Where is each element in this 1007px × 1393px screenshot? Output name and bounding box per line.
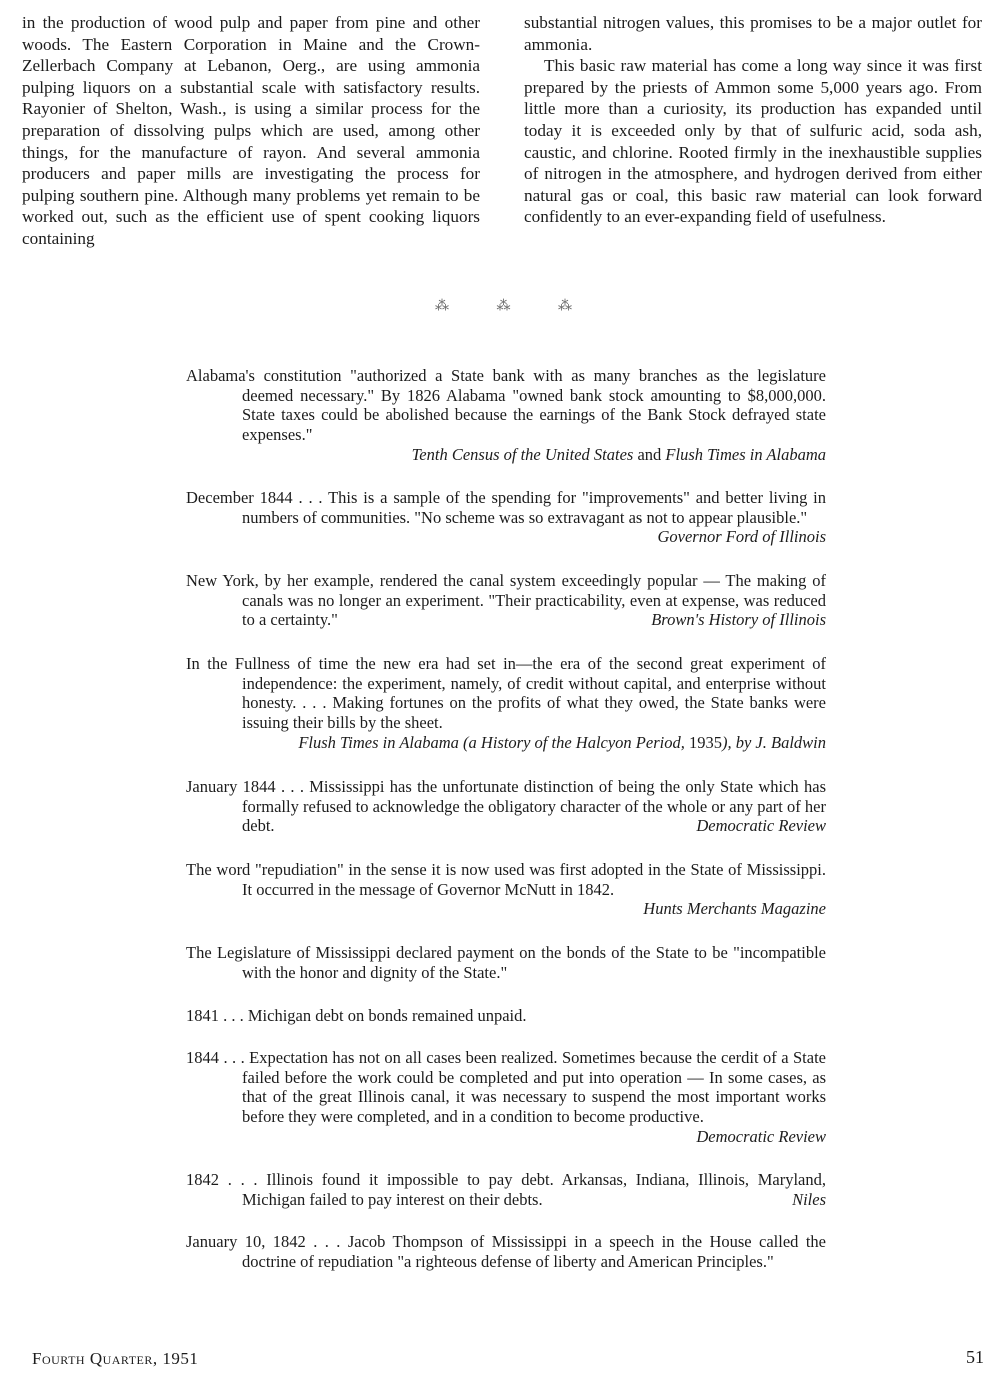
- quote-entry-fullness-of-time: [186, 654, 826, 753]
- quote-text: New York, by her example, rendered the canal system exceedingly popular — The making of canals was no longer an experiment. "Their practicability, even at expense, was reduced to a certainty.": [186, 571, 826, 630]
- right-paragraph-2: This basic raw material has come a long way since it was first prepared by the priests of Ammon some 5,000 years ago. From little more than a curiosity, its production has expanded until today it is exceeded only by that of sulfuric acid, soda ash, caustic, and chlorine. Rooted firmly in the inexhaustible supplies of nitrogen in the atmosphere, and hydrogen derived from either natural gas or coal, this basic raw material can look forward confidently to an ever-expanding field of usefulness.: [524, 56, 982, 227]
- quote-entry-january-10-1842: [186, 1232, 826, 1271]
- source-title: Flush Times in Alabama: [298, 732, 459, 752]
- quote-source: Democratic Review: [696, 1126, 826, 1146]
- quote-text: 1841 . . . Michigan debt on bonds remained unpaid.: [186, 1006, 527, 1025]
- quote-source: Governor Ford of Illinois: [657, 527, 826, 547]
- quote-text: In the Fullness of time the new era had set in—the era of the second great experiment of independence: the experiment, namely, of credit without capital, and enterprise without honesty. . . . Making fortunes on the profits of what they owed, the State banks were issuing their bills by the sheet.: [186, 654, 826, 733]
- quote-source: Hunts Merchants Magazine: [643, 899, 826, 919]
- footer-year: , 1951: [152, 1349, 199, 1368]
- quote-entry-1844-expectation: [186, 1048, 826, 1147]
- quote-entry-alabama-bank: [186, 366, 826, 465]
- quote-text: Alabama's constitution "authorized a State bank with as many branches as the legislature deemed necessary." By 1826 Alabama "owned bank stock amounting to $8,000,000. State taxes could be abolished because the earnings of the Bank Stock defrayed state expenses.": [186, 366, 826, 445]
- quote-entry-december-1844: [186, 488, 826, 547]
- quote-source: Niles: [792, 1189, 826, 1209]
- quote-entry-january-1844: [186, 777, 826, 836]
- quote-source: [242, 733, 826, 753]
- quote-entry-legislature: [186, 943, 826, 982]
- quote-source: [242, 445, 826, 465]
- quote-text: December 1844 . . . This is a sample of the spending for "improvements" and better living in numbers of communities. "No scheme was so extravagant as not to appear plausible.": [186, 488, 826, 527]
- source-subtitle: (a History of the Halcyon Period,: [458, 732, 689, 752]
- quote-text: January 10, 1842 . . . Jacob Thompson of Mississippi in a speech in the House called the doctrine of repudiation "a righteous defense of liberty and American Principles.": [186, 1232, 826, 1271]
- quote-text: The Legislature of Mississippi declared payment on the bonds of the State to be "incompatible with the honor and dignity of the State.": [186, 943, 826, 982]
- right-column-text: [524, 12, 982, 228]
- divider-mark: ⁂: [558, 299, 572, 314]
- quote-text: The word "repudiation" in the sense it is now used was first adopted in the State of Mississippi. It occurred in the message of Governor McNutt in 1842.: [186, 860, 826, 899]
- source-join: and: [633, 444, 666, 464]
- quote-source: Brown's History of Illinois: [651, 610, 826, 630]
- source-author: ), by J. Baldwin: [721, 732, 826, 752]
- quote-source: Democratic Review: [696, 816, 826, 836]
- quote-text: January 1844 . . . Mississippi has the unfortunate distinction of being the only State which has formally refused to acknowledge the obligatory character of the whole or any part of her debt.: [186, 777, 826, 836]
- quote-entry-1841: [186, 1006, 826, 1026]
- source-year: 1935: [688, 732, 722, 752]
- quote-text: 1842 . . . Illinois found it impossible to pay debt. Arkansas, Indiana, Illinois, Maryland, Michigan failed to pay interest on their debts.: [186, 1170, 826, 1209]
- footer-quarter: Fourth Quarter: [32, 1349, 153, 1368]
- source-title: Tenth Census of the United States: [411, 444, 634, 464]
- quote-entry-new-york-canals: [186, 571, 826, 630]
- footer-issue: [32, 1349, 198, 1369]
- quote-entry-repudiation: [186, 860, 826, 919]
- page-number: 51: [966, 1347, 984, 1367]
- section-divider: [0, 298, 1007, 315]
- quote-text: 1844 . . . Expectation has not on all cases been realized. Sometimes because the cerdit of a State failed before the work could be completed and put into operation — In some cases, as that of the great Illinois canal, it was necessary to suspend the most important works before they were completed, and in a condition to become productive.: [186, 1048, 826, 1127]
- divider-mark: ⁂: [435, 299, 449, 314]
- left-paragraph: in the production of wood pulp and paper from pine and other woods. The Eastern Corporation in Maine and the Crown-Zellerbach Company at Lebanon, Oerg., are using ammonia pulping liquors on a substantial scale with satisfactory results. Rayonier of Shelton, Wash., is using a similar process for the preparation of dissolving pulps which are used, among other things, for the manufacture of rayon. And several ammonia producers and paper mills are investigating the process for pulping southern pine. Although many problems yet remain to be worked out, such as the efficient use of spent cooking liquors containing: [22, 13, 480, 248]
- right-paragraph-1: substantial nitrogen values, this promises to be a major outlet for ammonia.: [524, 13, 982, 54]
- left-column-text: [22, 12, 480, 250]
- source-title: Flush Times in Alabama: [665, 444, 826, 464]
- divider-mark: ⁂: [496, 299, 511, 314]
- quote-entry-1842: [186, 1170, 826, 1209]
